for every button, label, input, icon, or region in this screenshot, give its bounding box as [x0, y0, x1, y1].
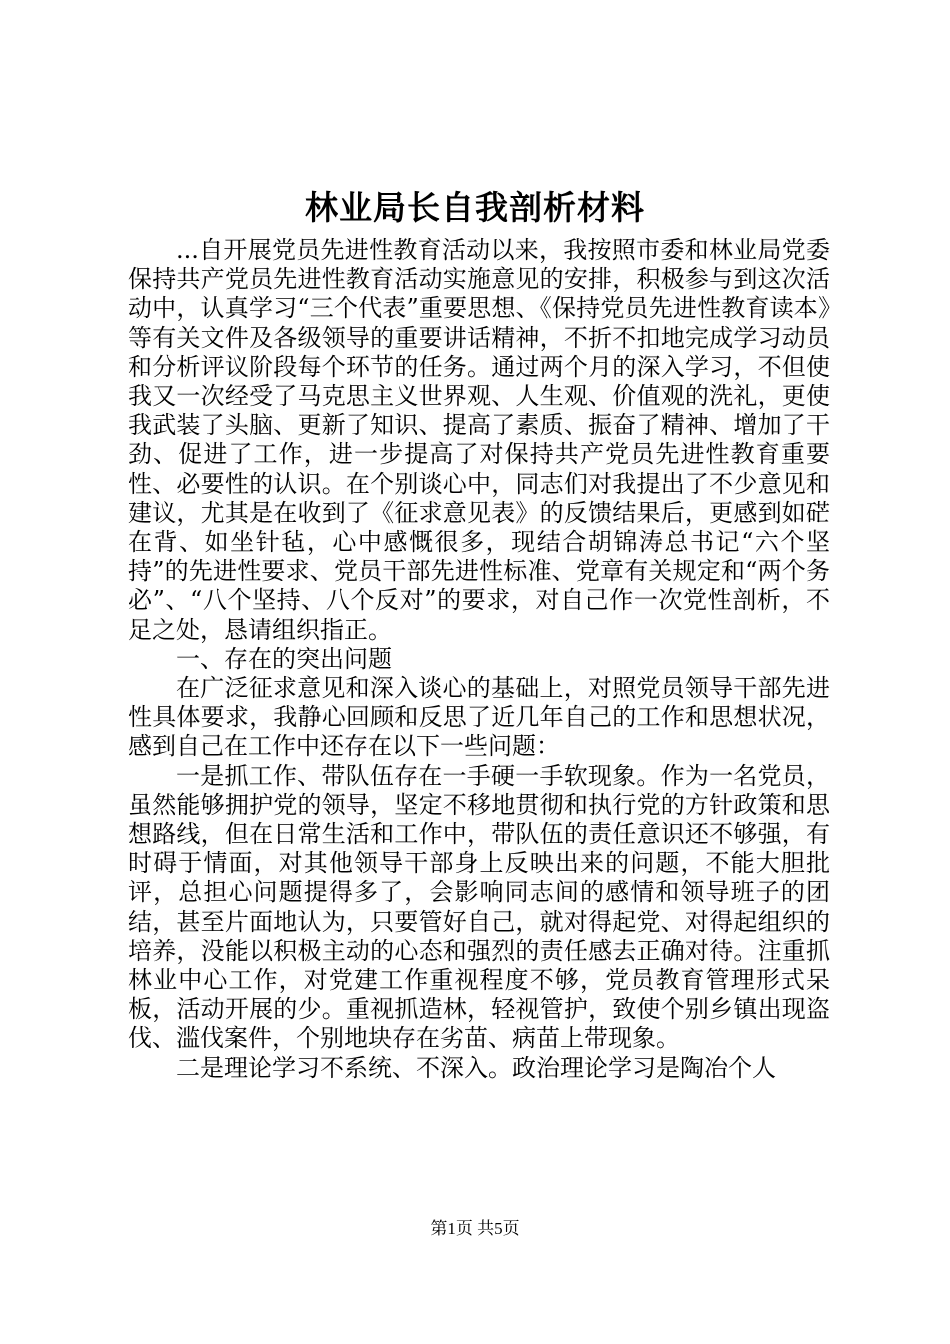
document-body [128, 236, 830, 1083]
paragraph-issue-two: 二是理论学习不系统、不深入。政治理论学习是陶冶个人 [176, 1053, 776, 1082]
document-title: 林业局长自我剖析材料 [305, 188, 645, 227]
section-heading: 一、存在的突出问题 [176, 644, 392, 673]
paragraph-overview: 在广泛征求意见和深入谈心的基础上，对照党员领导干部先进性具体要求，我静心回顾和反思了近几年自己的工作和思想状况，感到自己在工作中还存在以下一些问题： [128, 674, 830, 761]
paragraph-intro: ...自开展党员先进性教育活动以来，我按照市委和林业局党委保持共产党员先进性教育活动实施意见的安排，积极参与到这次活动中，认真学习“三个代表”重要思想、《保持党员先进性教育读本》等有关文件及各级领导的重要讲话精神，不折不扣地完成学习动员和分析评议阶段每个环节的任务。通过两个月的深入学习，不但使我又一次经受了马克思主义世界观、人生观、价值观的洗礼，更使我武装了头脑、更新了知识、提高了素质、振奋了精神、增加了干劲、促进了工作，进一步提高了对保持共产党员先进性教育重要性、必要性的认识。在个别谈心中，同志们对我提出了不少意见和建议，尤其是在收到了《征求意见表》的反馈结果后，更感到如硭在背、如坐针毡，心中感慨很多，现结合胡锦涛总书记“六个坚持”的先进性要求、党员干部先进性标准、党章有关规定和“两个务必”、“八个坚持、八个反对”的要求，对自己作一次党性剖析，不足之处，恳请组织指正。 [128, 236, 830, 644]
page-footer: 第1页 共5页 [430, 1219, 520, 1238]
paragraph-issue-one: 一是抓工作、带队伍存在一手硬一手软现象。作为一名党员，虽然能够拥护党的领导，坚定不移地贯彻和执行党的方针政策和思想路线，但在日常生活和工作中，带队伍的责任意识还不够强，有时碍于情面，对其他领导干部身上反映出来的问题，不能大胆批评，总担心问题提得多了，会影响同志间的感情和领导班子的团结，甚至片面地认为，只要管好自己，就对得起党、对得起组织的培养，没能以积极主动的心态和强烈的责任感去正确对待。注重抓林业中心工作，对党建工作重视程度不够，党员教育管理形式呆板，活动开展的少。重视抓造林，轻视管护，致使个别乡镇出现盗伐、滥伐案件，个别地块存在劣苗、病苗上带现象。 [128, 761, 830, 1053]
